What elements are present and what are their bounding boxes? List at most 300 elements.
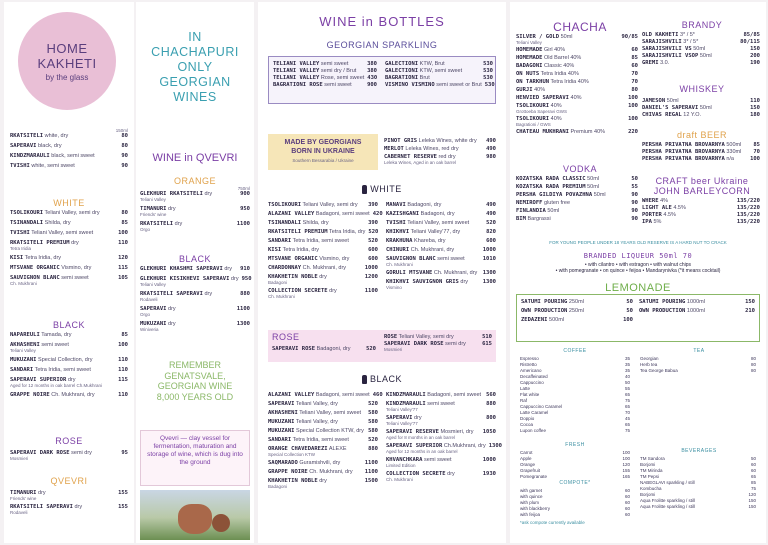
menu-item xyxy=(268,469,378,476)
item-name: IPA 5% xyxy=(642,219,662,225)
item-sub: Special Collection KTW xyxy=(268,452,316,457)
item-name: GRAPPE NOIRE Ch. Mukhrani, dry xyxy=(10,392,95,398)
qvevri-photo xyxy=(140,490,250,540)
item-sub: Friends' wine xyxy=(10,496,37,501)
menu-item xyxy=(642,198,760,205)
item-price: 85/85 xyxy=(743,32,760,38)
item-name: VISMINO VISMINO semi sweet or Brut xyxy=(385,82,482,88)
brandy-title: BRANDY xyxy=(681,20,723,30)
item-name: SILVER / GOLD 50ml xyxy=(516,34,573,40)
menu-item xyxy=(521,308,633,315)
item-name: TM Mirinda xyxy=(640,468,663,473)
bottle-white-right xyxy=(386,202,496,293)
item-desc: white, semi sweet xyxy=(29,163,75,169)
item-name: SARAJISHVILI 3* / 5* xyxy=(642,39,699,45)
item-name: AKHASHENI Teliani Valley, semi sweet xyxy=(268,410,362,416)
menu-item xyxy=(10,265,128,272)
menu-item xyxy=(268,410,378,417)
item-desc: Teliani Valley'77, dry xyxy=(409,229,461,235)
item-price: 530 xyxy=(484,82,495,88)
item-price: 600 xyxy=(486,238,496,244)
item-name: SAPERAVI DARK ROSE semi dry xyxy=(10,450,92,456)
menu-item xyxy=(385,68,493,75)
item-price: 380 xyxy=(367,68,377,74)
item-price: 110 xyxy=(118,357,128,363)
wine-bottle-icon xyxy=(362,375,367,384)
item-name: GLEKHURI KISIKHEVI SAPERAVI dry xyxy=(140,276,239,282)
item-desc: dry xyxy=(166,321,176,327)
menu-item xyxy=(639,308,755,315)
item-sub: Ch. Mukhrani xyxy=(386,262,413,267)
item-sub: Badagoni xyxy=(268,484,288,489)
item-name: SARAJISHVILI VSOP 50ml xyxy=(642,53,712,59)
white-title: WHITE xyxy=(53,198,85,208)
item-price: 530 xyxy=(483,61,493,67)
item-price: 520 xyxy=(368,401,378,407)
item-desc: dry xyxy=(229,276,239,282)
item-price: 90/85 xyxy=(621,34,638,40)
ml-note: 150ml xyxy=(115,128,128,133)
item-sub: Teliani Valley'77 xyxy=(386,407,418,412)
item-desc: Special Collection KTW, dry xyxy=(294,428,364,434)
item-desc: semi sweet xyxy=(422,457,452,463)
menu-item xyxy=(273,68,377,75)
item-desc: semi sweet xyxy=(322,82,352,88)
menu-item xyxy=(272,346,376,353)
item-desc: 250ml xyxy=(567,308,584,314)
item-name: WHERE 4% xyxy=(642,198,669,204)
item-name: Cocoa xyxy=(520,422,534,427)
home-kakheti-title: HOME KAKHETI xyxy=(37,40,97,71)
item-name: KHAKHETIN NOBLE dry xyxy=(268,478,327,484)
item-price: 80 xyxy=(750,362,756,367)
item-name: with quince xyxy=(520,494,543,499)
menu-item xyxy=(10,210,128,217)
item-desc: Special Collection, dry xyxy=(36,357,93,363)
item-price: 800 xyxy=(486,415,496,421)
item-desc: Badagoni, dry xyxy=(405,202,442,208)
item-name: MTSVANE ORGANIC Vismino, dry xyxy=(268,256,350,262)
item-price: 880 xyxy=(368,446,378,452)
item-desc: Ch. Mukhrani, dry xyxy=(432,270,478,276)
item-price: 150 xyxy=(750,105,760,111)
item-price: 580 xyxy=(368,428,378,434)
item-desc: dry xyxy=(66,377,76,383)
item-price: 85 xyxy=(631,55,638,61)
item-sub: Aged for 12 months in an oak barrel xyxy=(386,449,458,454)
menu-item xyxy=(268,229,378,236)
menu-item xyxy=(516,208,638,215)
menu-item xyxy=(386,229,496,236)
bottle-rose-left xyxy=(272,346,376,353)
item-desc: Tetra Iridia, dry xyxy=(23,255,62,261)
menu-item xyxy=(642,60,760,67)
item-price: 60 xyxy=(624,500,630,505)
item-desc: semi sweet xyxy=(39,342,69,348)
item-price: 210 xyxy=(745,308,755,314)
item-price: 615 xyxy=(482,341,492,347)
item-desc: dry xyxy=(327,288,337,294)
item-name: SANDARI Tetra Iridia, semi sweet xyxy=(10,367,91,373)
menu-item xyxy=(386,211,496,218)
item-desc: black, semi sweet xyxy=(49,153,95,159)
item-price: 120 xyxy=(622,462,630,467)
item-desc: 50ml xyxy=(698,105,712,111)
item-desc: Teliani Valley, semi dry xyxy=(397,334,454,340)
item-name: SAPERAVI SUPERIOR dry xyxy=(10,377,76,383)
item-price: 60 xyxy=(624,488,630,493)
lemonade-title: LEMONADE xyxy=(605,282,671,294)
item-price: 520 xyxy=(366,346,376,352)
item-desc: dry xyxy=(445,471,455,477)
item-desc: 50ml xyxy=(665,98,679,104)
item-name: Americano xyxy=(520,368,542,373)
item-name: RKATSITELI dry xyxy=(140,221,183,227)
qvevri-black-title: BLACK xyxy=(178,254,211,264)
item-name: JAMESON 50ml xyxy=(642,98,679,104)
item-name: Borjomi xyxy=(640,492,656,497)
item-desc: semi dry xyxy=(443,341,466,347)
item-name: ALAZANI VALLEY Badagoni, semi sweet xyxy=(268,211,370,217)
orange-title: ORANGE xyxy=(173,176,216,186)
item-name: TIMANURI dry xyxy=(140,206,176,212)
item-name: KHVANCHKARA semi sweet xyxy=(386,457,452,463)
item-price: 980 xyxy=(486,154,496,160)
item-name: BIM Bargrassi xyxy=(516,216,551,222)
menu-item xyxy=(642,53,760,60)
item-name: Grapefruit xyxy=(520,468,541,473)
menu-item xyxy=(642,212,760,219)
item-name: SAUVIGNON BLANC semi sweet xyxy=(10,275,89,281)
item-desc: Old Barrel 40% xyxy=(542,55,582,61)
item-price: 150 xyxy=(750,46,760,52)
item-name: ZEDAZENI 500ml xyxy=(521,317,565,323)
item-name: CHARDONNAY Ch. Mukhrani, dry xyxy=(268,265,347,271)
menu-item xyxy=(268,428,378,435)
item-sub: Leleka Wines, Aged in an oak barrel xyxy=(384,160,457,165)
menu-item xyxy=(642,149,760,156)
bottle-rose-title: ROSE xyxy=(272,332,300,342)
item-name: KINDZMARAULI Badagoni, semi sweet xyxy=(386,392,482,398)
item-desc: dry xyxy=(166,206,176,212)
menu-item xyxy=(10,230,128,237)
item-sub: Winiveria xyxy=(140,327,159,332)
item-price: 60 xyxy=(624,506,630,511)
chacha-title: CHACHA xyxy=(553,20,607,34)
item-name: GORULI MTSVANE Ch. Mukhrani, dry xyxy=(386,270,478,276)
item-name: OWN PRODUCTION 1000ml xyxy=(639,308,705,314)
menu-item xyxy=(516,129,638,136)
item-name: PERSHA PRIVATNA BROVARNYA 330ml xyxy=(642,149,742,155)
qvevri-definition-box xyxy=(140,430,250,486)
item-name: TELIANI VALLEY Rose, semi sweet xyxy=(273,75,365,81)
item-name: PERSHA PRIVATNA BROVARNYA 500ml xyxy=(642,142,742,148)
item-price: 520 xyxy=(368,238,378,244)
menu-item xyxy=(640,504,756,510)
item-name: NEMIROFF gluten free xyxy=(516,200,571,206)
item-desc: dry xyxy=(72,504,83,510)
menu-item xyxy=(516,55,638,62)
item-price: 75 xyxy=(624,428,630,433)
black-title: BLACK xyxy=(52,320,85,330)
item-price: 115 xyxy=(118,377,128,383)
item-desc: Rose, semi sweet xyxy=(319,75,365,81)
menu-item xyxy=(642,32,760,39)
item-name: KINDZMARAULI black, semi sweet xyxy=(10,153,95,159)
item-price: 100 xyxy=(750,156,760,162)
item-price: 1300 xyxy=(488,443,502,449)
item-desc: 3* / 5* xyxy=(678,32,695,38)
item-name: Kombucha xyxy=(640,486,662,491)
item-price: 900 xyxy=(367,82,377,88)
item-price: 60 xyxy=(631,47,638,53)
item-price: 85 xyxy=(121,332,128,338)
item-price: 45 xyxy=(624,416,630,421)
item-name: MUKUZANI Special Collection KTW, dry xyxy=(268,428,364,434)
item-name: TSINANDALI Shilda, dry xyxy=(10,220,71,226)
item-price: 60 xyxy=(750,462,756,467)
item-price: 100 xyxy=(628,95,638,101)
menu-item xyxy=(639,299,755,306)
item-price: 80/115 xyxy=(740,39,760,45)
sparkling-right-list xyxy=(385,61,493,89)
item-name: RKATSITELI SAPERAVI dry xyxy=(10,504,83,510)
panel-qvevri xyxy=(136,2,254,543)
item-price: 75 xyxy=(624,398,630,403)
item-desc: Ch. Mukhrani, dry xyxy=(301,265,347,271)
item-desc: ALEXE xyxy=(327,446,347,452)
item-name: TSOLIKOURI 40% xyxy=(516,116,562,122)
item-desc: dry xyxy=(202,191,213,197)
item-desc: 50ml xyxy=(691,46,706,52)
item-name: RKATSITELI white, dry xyxy=(10,133,69,139)
item-price: 155 xyxy=(118,504,128,510)
item-name: CABERNET RESERVE red dry xyxy=(384,154,456,160)
item-name: SAPERAVI ROSE Badagoni, dry xyxy=(272,346,351,352)
item-price: 70 xyxy=(631,71,638,77)
item-sub: Aged for 12 months in oak barrel Ch.Mukhrani xyxy=(10,383,103,388)
item-price: 135/220 xyxy=(736,212,760,218)
item-desc: semi dry xyxy=(69,450,92,456)
item-price: 1300 xyxy=(236,321,250,327)
menu-item xyxy=(268,220,378,227)
item-name: CHIVAS REGAL 12 Y.O. xyxy=(642,112,702,118)
remember-note: REMEMBER GENATSVALE, GEORGIAN WINE 8,000 YEARS OLD xyxy=(156,360,234,402)
bottle-rose-box xyxy=(268,330,496,362)
item-price: 430 xyxy=(367,75,378,81)
item-price: 135/220 xyxy=(736,205,760,211)
item-price: 910 xyxy=(240,266,250,272)
item-name: Latte xyxy=(520,386,531,391)
item-desc: Tamada, dry xyxy=(39,332,72,338)
item-price: 60 xyxy=(624,494,630,499)
item-name: AKHASHENI semi sweet xyxy=(10,342,69,348)
item-price: 580 xyxy=(368,410,378,416)
item-sub: Teliani Valley xyxy=(140,197,166,202)
item-desc: Khareba, dry xyxy=(412,238,446,244)
item-sub: Friends' wine xyxy=(140,212,167,217)
item-price: 105 xyxy=(118,275,128,281)
item-name: Carrot xyxy=(520,450,533,455)
item-desc: Teliani Valley, dry xyxy=(294,419,338,425)
item-price: 100 xyxy=(622,456,630,461)
item-price: 150 xyxy=(745,299,755,305)
item-name: ROSE Teliani Valley, semi dry xyxy=(384,334,454,340)
item-price: 55 xyxy=(631,184,638,190)
item-price: 85 xyxy=(753,142,760,148)
item-price: 600 xyxy=(368,256,378,262)
item-desc: Teliani Valley, semi sweet xyxy=(29,230,94,236)
item-name: MUKUZANI dry xyxy=(140,321,176,327)
item-desc: dry xyxy=(222,266,232,272)
item-name: TM Sandora xyxy=(640,456,665,461)
item-desc: 1000ml xyxy=(685,308,705,314)
lemonade-box xyxy=(516,294,760,342)
item-price: 1300 xyxy=(482,270,496,276)
item-price: 40 xyxy=(624,374,630,379)
item-desc: Tetra Iridia, semi sweet xyxy=(291,437,349,443)
item-desc: Tetra Iridia, semi sweet xyxy=(33,367,91,373)
item-price: 60 xyxy=(750,468,756,473)
item-desc: Brut xyxy=(418,75,430,81)
item-name: ORANGE CHAVEDAREZI ALEXE xyxy=(268,446,347,452)
item-name: Aqua Frolitte sparkling / still xyxy=(640,498,696,503)
item-desc: Bargrassi xyxy=(525,216,551,222)
menu-item xyxy=(10,357,128,364)
item-price: 50 xyxy=(626,308,633,314)
craft-list xyxy=(642,198,760,226)
item-desc: white, dry xyxy=(43,133,69,139)
item-desc: Badagoni, dry xyxy=(315,346,351,352)
item-name: Borjomi xyxy=(640,462,656,467)
item-name: SAPERAVI dry xyxy=(386,415,422,421)
item-name: Espresso xyxy=(520,356,539,361)
item-price: 35 xyxy=(624,362,630,367)
item-price: 1100 xyxy=(364,288,378,294)
menu-item xyxy=(385,82,493,89)
item-name: PORTER 4.5% xyxy=(642,212,676,218)
item-price: 1050 xyxy=(482,429,496,435)
menu-item xyxy=(386,270,496,277)
whiskey-list xyxy=(642,98,760,119)
item-price: 490 xyxy=(486,211,496,217)
item-sub: Orgo xyxy=(140,312,151,317)
item-desc: 330ml xyxy=(724,149,742,155)
made-list xyxy=(384,138,496,167)
home-kakheti-subtitle: by the glass xyxy=(45,72,89,82)
item-price: 90 xyxy=(631,200,638,206)
rose-list xyxy=(10,450,128,462)
item-price: 390 xyxy=(368,220,378,226)
item-price: 60 xyxy=(631,63,638,69)
item-price: 115 xyxy=(118,265,128,271)
menu-item xyxy=(384,334,492,341)
item-price: 380 xyxy=(367,61,377,67)
item-desc: semi dry / Brut xyxy=(319,68,357,74)
item-name: TSOLIKOURI Teliani Valley, semi dry xyxy=(10,210,100,216)
menu-item xyxy=(642,156,760,163)
menu-item xyxy=(516,216,638,223)
item-price: 490 xyxy=(486,202,496,208)
item-desc: 40% xyxy=(568,95,582,101)
item-desc: 40% xyxy=(549,116,562,122)
item-name: CHINURI Ch. Mukhrani, dry xyxy=(386,247,455,253)
beer-title: draft BEER xyxy=(676,130,728,140)
item-name: GLEKHURI RKATSITELI dry xyxy=(140,191,213,197)
item-price: 65 xyxy=(624,422,630,427)
item-desc: Leleka Wines, white dry xyxy=(417,138,477,144)
item-price: 530 xyxy=(483,75,493,81)
item-sub: Badagoni xyxy=(268,280,288,285)
item-name: GURJI 40% xyxy=(516,87,546,93)
item-desc: 250ml xyxy=(567,299,584,305)
item-name: MUKUZANI Special Collection, dry xyxy=(10,357,93,363)
item-price: 110 xyxy=(118,367,128,373)
white-list xyxy=(10,210,128,290)
item-price: 70 xyxy=(753,149,760,155)
item-name: SAPERAVI Teliani Valley, dry xyxy=(268,401,338,407)
item-price: 80 xyxy=(750,368,756,373)
item-desc: Girl 40% xyxy=(542,47,566,53)
item-desc: KTW, Brut xyxy=(418,61,445,67)
item-price: 80 xyxy=(121,143,128,149)
item-name: Lupon coffee xyxy=(520,428,546,433)
item-name: TSINANDALI Shilda, dry xyxy=(268,220,329,226)
item-name: SAUVIGNON BLANC semi sweet xyxy=(386,256,465,262)
bottle-black-right xyxy=(386,392,502,485)
item-price: 950 xyxy=(241,276,252,282)
beverages-list xyxy=(640,456,756,510)
item-desc: Shilda, dry xyxy=(301,220,329,226)
item-price: 460 xyxy=(372,392,383,398)
menu-item xyxy=(273,61,377,68)
item-name: Cappuccino xyxy=(520,380,544,385)
item-sub: Orgo xyxy=(140,227,151,232)
item-desc: Ch. Mukhrani, dry xyxy=(409,247,455,253)
menu-item xyxy=(10,220,128,227)
menu-item xyxy=(516,176,638,183)
item-desc: dry xyxy=(36,490,46,496)
item-name: GREMI 3.0. xyxy=(642,60,670,66)
menu-item xyxy=(10,153,128,160)
item-price: 820 xyxy=(486,229,496,235)
item-name: Latte Caramel xyxy=(520,410,549,415)
item-name: SAPERAVI dry xyxy=(140,306,176,312)
item-name: GALECTIONI KTW, Brut xyxy=(385,61,445,67)
item-name: PINOT GRIS Leleka Wines, white dry xyxy=(384,138,477,144)
item-price: 520 xyxy=(486,220,496,226)
item-name: NAPAREULI Tamada, dry xyxy=(10,332,72,338)
item-name: TVISHI white, semi sweet xyxy=(10,163,75,169)
black-list xyxy=(10,332,128,402)
item-name: Orange xyxy=(520,462,536,467)
item-price: 65 xyxy=(624,404,630,409)
menu-item xyxy=(386,202,496,209)
item-name: Pomegranate xyxy=(520,474,548,479)
menu-item xyxy=(642,142,760,149)
item-price: 150 xyxy=(748,498,756,503)
ml-note-qvevri: 750ml xyxy=(237,186,250,191)
item-desc: Leleka Wines, red dry xyxy=(403,146,459,152)
item-name: RKATSITELI SAPERAVI dry xyxy=(140,291,213,297)
item-name: RKATSITELI PREMIUM Tetra Iridia, dry xyxy=(268,229,366,235)
item-name: TSOLIKOURI 40% xyxy=(516,103,562,109)
menu-item xyxy=(268,392,383,399)
item-desc: 50ml xyxy=(698,53,712,59)
item-sub: Ch. Mukhrani xyxy=(10,281,37,286)
item-desc: Tetra Iridia 40% xyxy=(539,71,579,77)
item-name: GRAPPE NOIRE Ch. Mukhrani, dry xyxy=(268,469,353,475)
